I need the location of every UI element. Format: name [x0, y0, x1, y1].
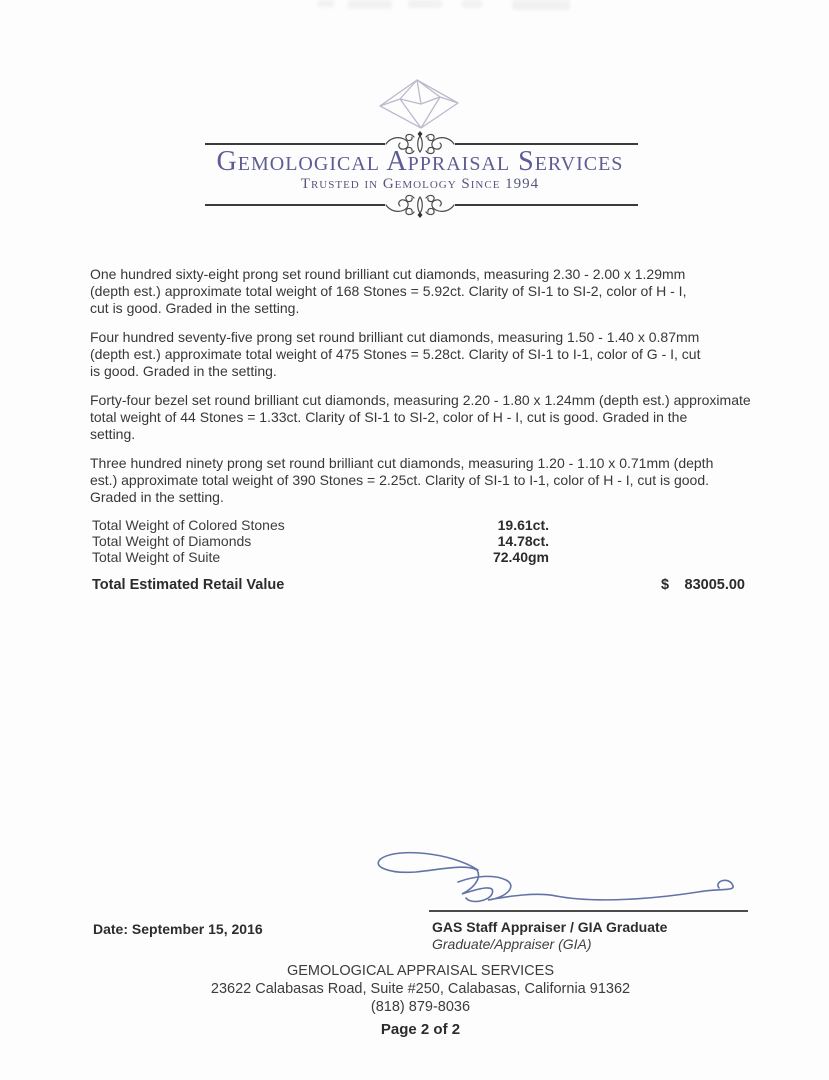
appraisal-paragraph [90, 329, 700, 380]
total-weight-suite-value: 72.40gm [492, 549, 549, 565]
total-estimated-retail-value-amount: 83005.00 [684, 577, 745, 593]
total-weight-colored-stones-label: Total Weight of Colored Stones [92, 517, 285, 533]
signature-line [429, 910, 748, 912]
paragraph-line: total weight of 44 Stones = 1.33ct. Clarity of SI-1 to SI-2, color of H - I, cut is good. Graded in the [90, 409, 688, 425]
paragraph-line: cut is good. Graded in the setting. [90, 300, 300, 316]
header-rule [205, 143, 385, 145]
footer-phone: (818) 879-8036 [370, 999, 471, 1015]
total-weight-colored-stones-value: 19.61ct. [497, 517, 549, 533]
scan-artifact [462, 0, 482, 8]
page-indicator: Page 2 of 2 [380, 1021, 461, 1038]
signer-title: GAS Staff Appraiser / GIA Graduate [432, 919, 668, 935]
appraisal-paragraph [90, 455, 713, 506]
brand-title: Gemological Appraisal Services [216, 146, 624, 177]
scan-artifact [318, 0, 334, 7]
footer-address: 23622 Calabasas Road, Suite #250, Calabasas, California 91362 [210, 981, 631, 997]
appraisal-paragraph [90, 392, 751, 443]
paragraph-line: (depth est.) approximate total weight of 168 Stones = 5.92ct. Clarity of SI-1 to SI-2, color of H - I, [90, 283, 687, 299]
currency-symbol: $ [661, 577, 670, 593]
header-rule [205, 204, 385, 206]
paragraph-line: Four hundred seventy-five prong set round brilliant cut diamonds, measuring 1.50 - 1.40 x 0.87mm [90, 329, 700, 345]
handwritten-signature [368, 846, 748, 910]
scan-artifact [408, 0, 442, 8]
paragraph-line: setting. [90, 426, 136, 442]
diamond-icon [376, 78, 462, 130]
scan-artifact [512, 0, 570, 10]
paragraph-line: (depth est.) approximate total weight of 475 Stones = 5.28ct. Clarity of SI-1 to I-1, color of G - I, cut [90, 346, 701, 362]
paragraph-line: Graded in the setting. [90, 489, 224, 505]
paragraph-line: Three hundred ninety prong set round brilliant cut diamonds, measuring 1.20 - 1.10 x 0.71mm (depth [90, 455, 714, 471]
total-weight-suite-label: Total Weight of Suite [92, 549, 221, 565]
total-estimated-retail-value-label: Total Estimated Retail Value [92, 577, 285, 593]
paragraph-line: One hundred sixty-eight prong set round brilliant cut diamonds, measuring 2.30 - 2.00 x 1.29mm [90, 266, 686, 282]
date-line: Date: September 15, 2016 [93, 921, 263, 937]
paragraph-line: is good. Graded in the setting. [90, 363, 277, 379]
total-weight-diamonds-value: 14.78ct. [497, 533, 549, 549]
scan-artifact [348, 0, 392, 9]
appraisal-paragraph [90, 266, 686, 317]
header-rule [455, 143, 638, 145]
total-weight-diamonds-label: Total Weight of Diamonds [92, 533, 252, 549]
signer-subtitle: Graduate/Appraiser (GIA) [432, 936, 592, 952]
brand-tagline: Trusted in Gemology Since 1994 [300, 176, 540, 192]
footer-company: GEMOLOGICAL APPRAISAL SERVICES [286, 963, 554, 979]
header-rule [455, 204, 638, 206]
scroll-flourish-icon [384, 192, 456, 218]
paragraph-line: est.) approximate total weight of 390 Stones = 2.25ct. Clarity of SI-1 to I-1, color of H - I, cut is good. [90, 472, 710, 488]
paragraph-line: Forty-four bezel set round brilliant cut diamonds, measuring 2.20 - 1.80 x 1.24mm (depth est.) approximate [90, 392, 751, 408]
